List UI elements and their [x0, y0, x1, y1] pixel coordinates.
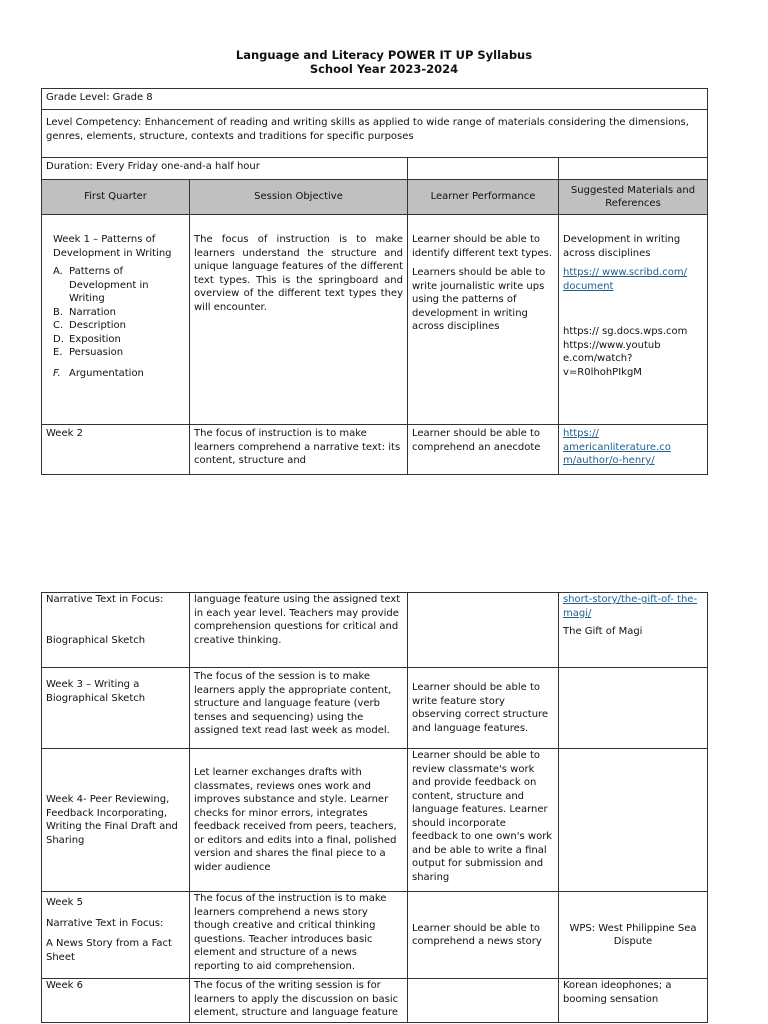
school-year: School Year 2023-2024 — [309, 62, 459, 76]
week4-performance: Learner should be able to review classmate's work and provide feedback on content, structure and language features. Learner should incorporate feedback to one own's work and be able to write a final output for submission and sharing — [408, 749, 559, 892]
list-item: E. Persuasion — [53, 347, 124, 358]
week5-focus: Narrative Text in Focus: — [46, 917, 164, 929]
blank-cell — [559, 668, 708, 749]
level-competency: Level Competency: Enhancement of reading and writing skills as applied to wide range of materials considering the dimensions, genres, elements, structure, contexts and traditions for specific purposes — [42, 110, 708, 158]
week3-performance: Learner should be able to write feature story observing correct structure and language features. — [408, 668, 559, 749]
week2-title: Week 2 — [42, 425, 190, 475]
week2-topic — [42, 593, 190, 668]
week5-material: WPS: West Philippine Sea Dispute — [559, 892, 708, 979]
syllabus-title: Language and Literacy POWER IT UP Syllabus — [235, 48, 533, 62]
blank-cell — [408, 979, 559, 1023]
week5-subtitle: A News Story from a Fact Sheet — [46, 938, 172, 963]
list-item: D. Exposition — [53, 333, 121, 345]
col-header-materials: Suggested Materials and References — [559, 180, 708, 215]
week2-materials-top — [559, 425, 708, 475]
materials-urls: https:// sg.docs.wps.com https://www.youtub e.com/watch? v=R0lhohPIkgM — [563, 326, 688, 378]
list-item: C. Description — [53, 320, 126, 331]
syllabus-table-part-1 — [41, 88, 708, 475]
week1-objective: The focus of instruction is to make learners understand the structure and unique language features of the different text types. This is the springboard and overview of the different text types they will encounter. — [190, 215, 408, 425]
col-header-performance: Learner Performance — [408, 180, 559, 215]
week5-objective: The focus of the instruction is to make learners comprehend a news story though creative and critical thinking questions. Teacher introduces basic element and structure of a news reporting to aid comprehension. — [190, 892, 408, 979]
week1-materials — [559, 215, 708, 425]
grade-level: Grade Level: Grade 8 — [42, 89, 708, 110]
col-header-quarter: First Quarter — [42, 180, 190, 215]
week1-performance: Learner should be able to identify different text types. Learners should be able to write journalistic write ups using the patterns of development in writing across disciplines — [408, 215, 559, 425]
week2-materials-bottom — [559, 593, 708, 668]
week4-objective: Let learner exchanges drafts with classmates, reviews ones work and improves substance and style. Learner checks for minor errors, integrates feedback received from peers, teachers, or editors and edits into a final, polished version and shares the final piece to a wider audience — [190, 749, 408, 892]
blank-cell — [408, 158, 559, 180]
blank-cell — [559, 158, 708, 180]
list-item: A. Patterns of Development in Writing — [53, 266, 149, 304]
week5-topic — [42, 892, 190, 979]
blank-cell — [559, 749, 708, 892]
americanliterature-link[interactable]: https:// americanliterature.co m/author/o-henry/ — [563, 428, 671, 466]
week1-patterns-list — [53, 265, 185, 380]
scribd-link[interactable]: https:// www.scribd.com/ document — [563, 267, 688, 292]
week6-material: Korean ideophones; a booming sensation — [559, 979, 708, 1023]
week6-objective: The focus of the writing session is for learners to apply the discussion on basic element, structure and language feature — [190, 979, 408, 1023]
list-item: F. Argumentation — [53, 367, 144, 379]
week3-title: Week 3 – Writing a Biographical Sketch — [42, 668, 190, 749]
document-title — [0, 48, 768, 76]
week2-objective-top: The focus of instruction is to make learners comprehend a narrative text: its content, structure and — [190, 425, 408, 475]
blank-cell — [408, 593, 559, 668]
week2-subtitle: Biographical Sketch — [46, 634, 146, 646]
week2-focus: Narrative Text in Focus: — [46, 594, 164, 605]
week5-title: Week 5 — [46, 897, 83, 908]
week4-title: Week 4- Peer Reviewing, Feedback Incorporating, Writing the Final Draft and Sharing — [42, 749, 190, 892]
week2-material: The Gift of Magi — [563, 626, 643, 637]
materials-text: Development in writing across disciplines — [563, 234, 681, 259]
week2-performance: Learner should be able to comprehend an anecdote — [408, 425, 559, 475]
week3-objective: The focus of the session is to make learners apply the appropriate content, structure and language feature (verb tenses and sequencing) using the assigned text read last week as model. — [190, 668, 408, 749]
week5-performance: Learner should be able to comprehend a news story — [408, 892, 559, 979]
duration: Duration: Every Friday one-and-a half hour — [42, 158, 408, 180]
col-header-objective: Session Objective — [190, 180, 408, 215]
week1-title: Week 1 – Patterns of Development in Writing — [53, 234, 172, 259]
gift-of-magi-link[interactable]: short-story/the-gift-of- the-magi/ — [563, 594, 698, 619]
syllabus-table-part-2 — [41, 592, 708, 1023]
week2-objective-bottom: language feature using the assigned text in each year level. Teachers may provide comprehension questions for critical and creative thinking. — [190, 593, 408, 668]
week1-topic — [42, 215, 190, 425]
week6-title: Week 6 — [42, 979, 190, 1023]
list-item: B. Narration — [53, 306, 116, 318]
